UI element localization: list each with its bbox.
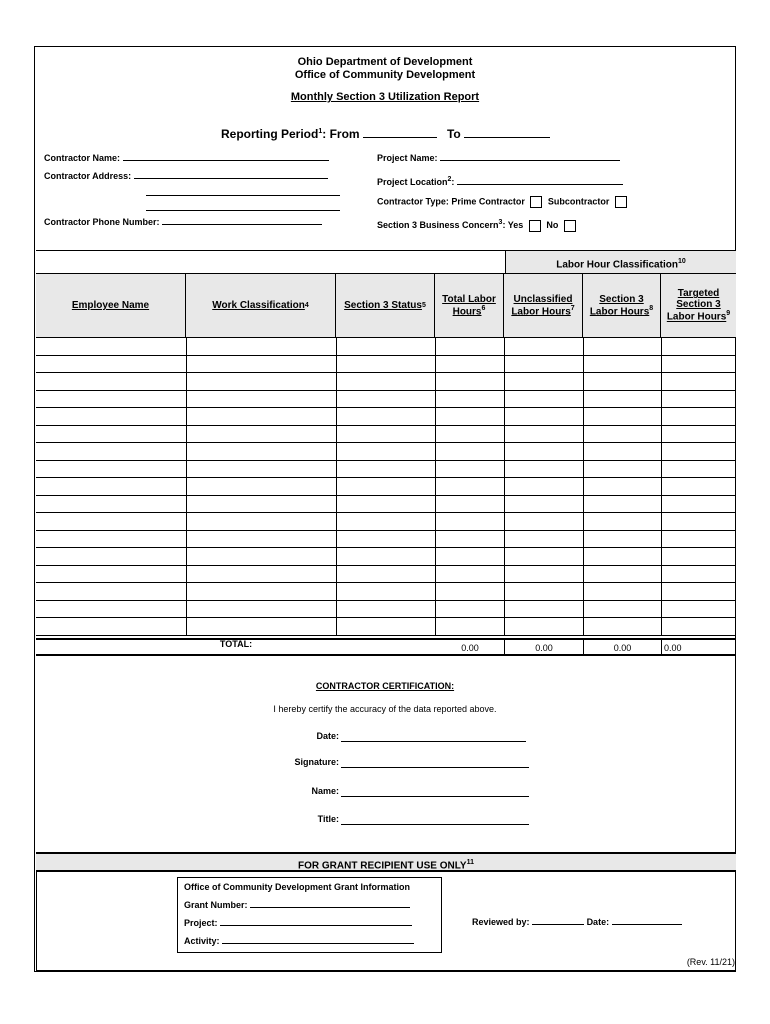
project-location-field[interactable] — [457, 184, 623, 185]
column-divider — [661, 640, 662, 654]
cert-signature-label: Signature: — [294, 757, 339, 767]
total-unclassified-hours-value: 0.00 — [535, 643, 553, 653]
table-row[interactable] — [36, 391, 736, 409]
labor-hour-header-bar — [36, 250, 736, 274]
grant-activity-label: Activity: — [184, 936, 220, 946]
footnote-4: 4 — [304, 302, 309, 309]
table-row[interactable] — [36, 408, 736, 426]
from-field[interactable] — [363, 137, 437, 138]
reporting-period — [221, 127, 550, 141]
footnote-10: 10 — [677, 258, 686, 265]
reviewed-date-field[interactable] — [612, 924, 682, 925]
grant-recipient-bar — [36, 852, 736, 872]
table-row[interactable] — [36, 461, 736, 479]
reporting-period-label: Reporting Period — [221, 127, 319, 141]
total-section3-hours-value: 0.00 — [613, 643, 632, 653]
contractor-name-row — [44, 153, 329, 163]
grant-project-field[interactable] — [220, 925, 412, 926]
table-row[interactable] — [36, 601, 736, 619]
yes-checkbox[interactable] — [529, 220, 541, 232]
no-checkbox[interactable] — [564, 220, 576, 232]
contractor-type-row — [377, 196, 630, 208]
footnote-2: 2 — [447, 176, 452, 183]
business-concern-row — [377, 219, 579, 232]
contractor-phone-field[interactable] — [162, 224, 322, 225]
contractor-phone-label: Contractor Phone Number: — [44, 217, 160, 227]
contractor-name-field[interactable] — [123, 160, 329, 161]
table-row[interactable] — [36, 478, 736, 496]
project-location-label: Project Location — [377, 177, 448, 187]
from-label: : From — [322, 127, 360, 141]
table-row[interactable] — [36, 496, 736, 514]
cert-title-field[interactable] — [341, 824, 529, 825]
column-header-targeted-section3-labor-hours — [661, 274, 736, 338]
project-name-field[interactable] — [440, 160, 620, 161]
activity-row — [184, 936, 414, 946]
grant-info-title: Office of Community Development Grant Information — [184, 882, 411, 892]
report-form — [34, 46, 736, 972]
revision-note: (Rev. 11/21) — [686, 957, 735, 967]
column-label: Unclassified Labor Hours — [511, 293, 573, 318]
reviewed-by-row — [472, 917, 682, 927]
grant-number-label: Grant Number: — [184, 900, 248, 910]
footnote-3: 3 — [498, 219, 503, 226]
project-row — [184, 918, 412, 928]
column-label: Work Classification — [212, 300, 305, 311]
contractor-address-field-1[interactable] — [134, 178, 328, 179]
grant-recipient-label: FOR GRANT RECIPIENT USE ONLY — [298, 860, 467, 872]
contractor-address-field-2[interactable] — [146, 195, 340, 196]
table-row[interactable] — [36, 548, 736, 566]
employee-table-body — [36, 338, 736, 636]
footnote-7: 7 — [570, 304, 575, 312]
column-header-section3-status — [336, 274, 435, 338]
org-name-1: Ohio Department of Development — [297, 56, 473, 68]
total-labor-hours-value: 0.00 — [461, 643, 479, 653]
org-name-2: Office of Community Development — [294, 69, 476, 81]
total-targeted-hours-value: 0.00 — [664, 643, 682, 653]
footnote-9: 9 — [726, 310, 731, 318]
to-label: To — [446, 127, 461, 141]
certification-title: CONTRACTOR CERTIFICATION: — [315, 681, 455, 691]
footnote-1: 1 — [318, 128, 323, 135]
column-header-unclassified-labor-hours — [504, 274, 583, 338]
column-header-work-classification — [186, 274, 336, 338]
contractor-address-label: Contractor Address: — [44, 171, 132, 181]
footnote-8: 8 — [649, 304, 654, 312]
contractor-type-label: Contractor Type: Prime Contractor — [377, 196, 525, 207]
reviewed-date-label: Date: — [586, 917, 610, 927]
subcontractor-checkbox[interactable] — [615, 196, 627, 208]
labor-hour-classification-header — [505, 251, 736, 273]
table-row[interactable] — [36, 443, 736, 461]
reviewed-by-label: Reviewed by: — [472, 917, 530, 927]
grant-info-box — [177, 877, 442, 953]
column-header-total-labor-hours — [435, 274, 504, 338]
subcontractor-label: Subcontractor — [547, 196, 610, 207]
table-row[interactable] — [36, 531, 736, 549]
cert-name-field[interactable] — [341, 796, 529, 797]
project-name-label: Project Name: — [377, 153, 438, 163]
total-row — [36, 638, 736, 656]
labor-hour-classification-label: Labor Hour Classification — [556, 259, 678, 271]
column-header-employee-name — [36, 274, 186, 338]
table-row[interactable] — [36, 513, 736, 531]
grant-activity-field[interactable] — [222, 943, 414, 944]
table-row[interactable] — [36, 373, 736, 391]
report-title: Monthly Section 3 Utilization Report — [290, 91, 480, 103]
column-label: Targeted Section 3 Labor Hours — [666, 288, 727, 323]
total-label: TOTAL: — [219, 639, 253, 649]
no-label: No — [546, 220, 559, 230]
table-row[interactable] — [36, 618, 736, 636]
cert-title-label: Title: — [317, 814, 339, 824]
project-name-row — [377, 153, 620, 163]
business-concern-label: Section 3 Business Concern — [377, 220, 499, 230]
reviewed-by-field[interactable] — [532, 924, 584, 925]
table-row[interactable] — [36, 356, 736, 374]
grant-number-row — [184, 900, 410, 910]
table-row[interactable] — [36, 583, 736, 601]
table-row[interactable] — [36, 338, 736, 356]
to-field[interactable] — [464, 137, 550, 138]
contractor-address-row — [44, 171, 328, 181]
column-label: Section 3 Status — [344, 300, 422, 311]
yes-label: : Yes — [502, 220, 524, 230]
column-label: Employee Name — [71, 300, 150, 311]
column-header-section3-labor-hours — [583, 274, 661, 338]
table-row[interactable] — [36, 426, 736, 444]
contractor-phone-row — [44, 217, 322, 227]
footnote-11: 11 — [466, 859, 474, 866]
contractor-address-field-3[interactable] — [146, 210, 340, 211]
footnote-5: 5 — [421, 302, 426, 309]
cert-signature-field[interactable] — [341, 767, 529, 768]
certification-statement: I hereby certify the accuracy of the data reported above. — [273, 704, 497, 714]
column-label: Total Labor Hours — [442, 293, 496, 318]
cert-date-field[interactable] — [341, 741, 526, 742]
footnote-6: 6 — [481, 304, 486, 312]
table-row[interactable] — [36, 566, 736, 584]
grant-project-label: Project: — [184, 918, 218, 928]
project-location-row: Project Location$^2$: — [377, 176, 623, 187]
grant-number-field[interactable] — [250, 907, 410, 908]
column-label: Section 3 Labor Hours — [589, 293, 650, 318]
cert-date-label: Date: — [316, 731, 339, 741]
contractor-name-label: Contractor Name: — [44, 153, 121, 163]
cert-name-label: Name: — [311, 786, 339, 796]
prime-contractor-checkbox[interactable] — [530, 196, 542, 208]
